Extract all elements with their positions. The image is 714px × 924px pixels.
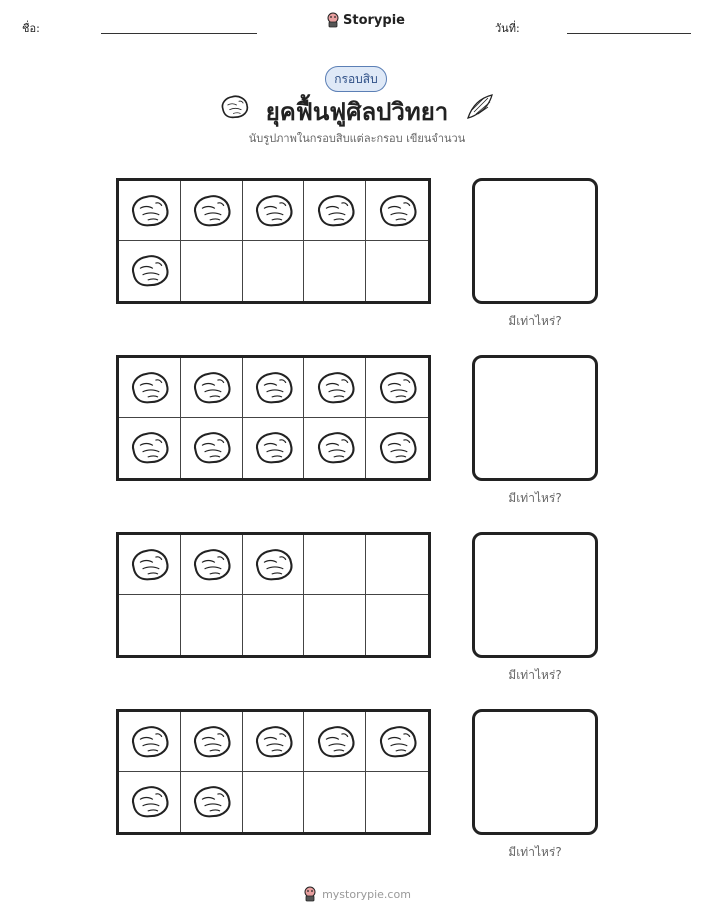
frame-cell <box>119 595 181 655</box>
frame-cell <box>181 535 243 595</box>
frame-cell <box>181 181 243 241</box>
frame-cell <box>366 772 428 832</box>
rock-icon <box>189 370 233 406</box>
footer-url: mystorypie.com <box>322 887 411 901</box>
frame-cell <box>243 772 305 832</box>
frame-cell <box>243 241 305 301</box>
frame-cell <box>304 181 366 241</box>
rock-icon <box>127 193 171 229</box>
rock-icon <box>189 193 233 229</box>
instructions: นับรูปภาพในกรอบสิบแต่ละกรอบ เขียนจำนวน <box>248 132 466 145</box>
frame-cell <box>304 241 366 301</box>
rock-icon <box>189 784 233 820</box>
frame-cell <box>181 358 243 418</box>
rock-icon <box>251 724 295 760</box>
frame-cell <box>181 595 243 655</box>
mascot-icon <box>303 886 317 902</box>
frame-cell <box>119 772 181 832</box>
answer-box-4[interactable] <box>472 709 598 835</box>
rock-icon <box>189 547 233 583</box>
rock-icon <box>189 430 233 466</box>
name-label: ชื่อ: <box>22 22 40 35</box>
frame-cell <box>119 535 181 595</box>
frame-cell <box>243 418 305 478</box>
rock-icon <box>127 784 171 820</box>
date-label: วันที่: <box>495 22 520 35</box>
frame-cell <box>366 418 428 478</box>
rock-icon <box>127 547 171 583</box>
frame-cell <box>243 535 305 595</box>
rock-icon <box>251 193 295 229</box>
frame-cell <box>119 241 181 301</box>
frame-cell <box>243 712 305 772</box>
date-line[interactable] <box>567 33 691 34</box>
question-label-4: มีเท่าไหร่? <box>508 845 562 859</box>
wing-icon <box>464 92 494 122</box>
question-label-3: มีเท่าไหร่? <box>508 668 562 682</box>
frame-cell <box>304 358 366 418</box>
rock-icon <box>313 724 357 760</box>
answer-box-1[interactable] <box>472 178 598 304</box>
frame-cell <box>181 241 243 301</box>
rock-icon <box>127 370 171 406</box>
frame-cell <box>181 418 243 478</box>
rock-icon <box>251 430 295 466</box>
ten-frame-4 <box>116 709 431 835</box>
rock-icon <box>313 430 357 466</box>
question-label-1: มีเท่าไหร่? <box>508 314 562 328</box>
frame-cell <box>304 772 366 832</box>
rock-icon <box>127 430 171 466</box>
frame-cell <box>243 595 305 655</box>
frame-cell <box>119 181 181 241</box>
page-title: ยุคฟื้นฟูศิลปวิทยา <box>265 98 449 126</box>
frame-cell <box>304 712 366 772</box>
rock-icon <box>127 724 171 760</box>
frame-cell <box>181 712 243 772</box>
answer-box-3[interactable] <box>472 532 598 658</box>
question-label-2: มีเท่าไหร่? <box>508 491 562 505</box>
frame-cell <box>366 712 428 772</box>
topic-tag <box>325 66 387 92</box>
topic-tag-label: กรอบสิบ <box>334 71 378 86</box>
frame-cell <box>119 418 181 478</box>
ten-frame-2 <box>116 355 431 481</box>
frame-cell <box>366 241 428 301</box>
frame-cell <box>181 772 243 832</box>
mascot-icon <box>326 12 340 28</box>
frame-cell <box>243 358 305 418</box>
rock-icon <box>251 370 295 406</box>
name-line[interactable] <box>101 33 257 34</box>
frame-cell <box>366 181 428 241</box>
rock-icon <box>313 370 357 406</box>
rock-icon <box>375 724 419 760</box>
rock-icon <box>189 724 233 760</box>
rock-icon <box>375 430 419 466</box>
frame-cell <box>119 712 181 772</box>
frame-cell <box>366 358 428 418</box>
frame-cell <box>366 595 428 655</box>
rock-icon <box>313 193 357 229</box>
ten-frame-3 <box>116 532 431 658</box>
frame-cell <box>119 358 181 418</box>
frame-cell <box>243 181 305 241</box>
frame-cell <box>304 595 366 655</box>
frame-cell <box>304 535 366 595</box>
footer <box>0 886 714 902</box>
frame-cell <box>366 535 428 595</box>
rock-icon <box>375 370 419 406</box>
rock-icon <box>251 547 295 583</box>
brand-name: Storypie <box>343 12 405 28</box>
answer-box-2[interactable] <box>472 355 598 481</box>
frame-cell <box>304 418 366 478</box>
ten-frame-1 <box>116 178 431 304</box>
brand <box>326 12 405 28</box>
rock-icon <box>375 193 419 229</box>
rock-icon <box>127 253 171 289</box>
